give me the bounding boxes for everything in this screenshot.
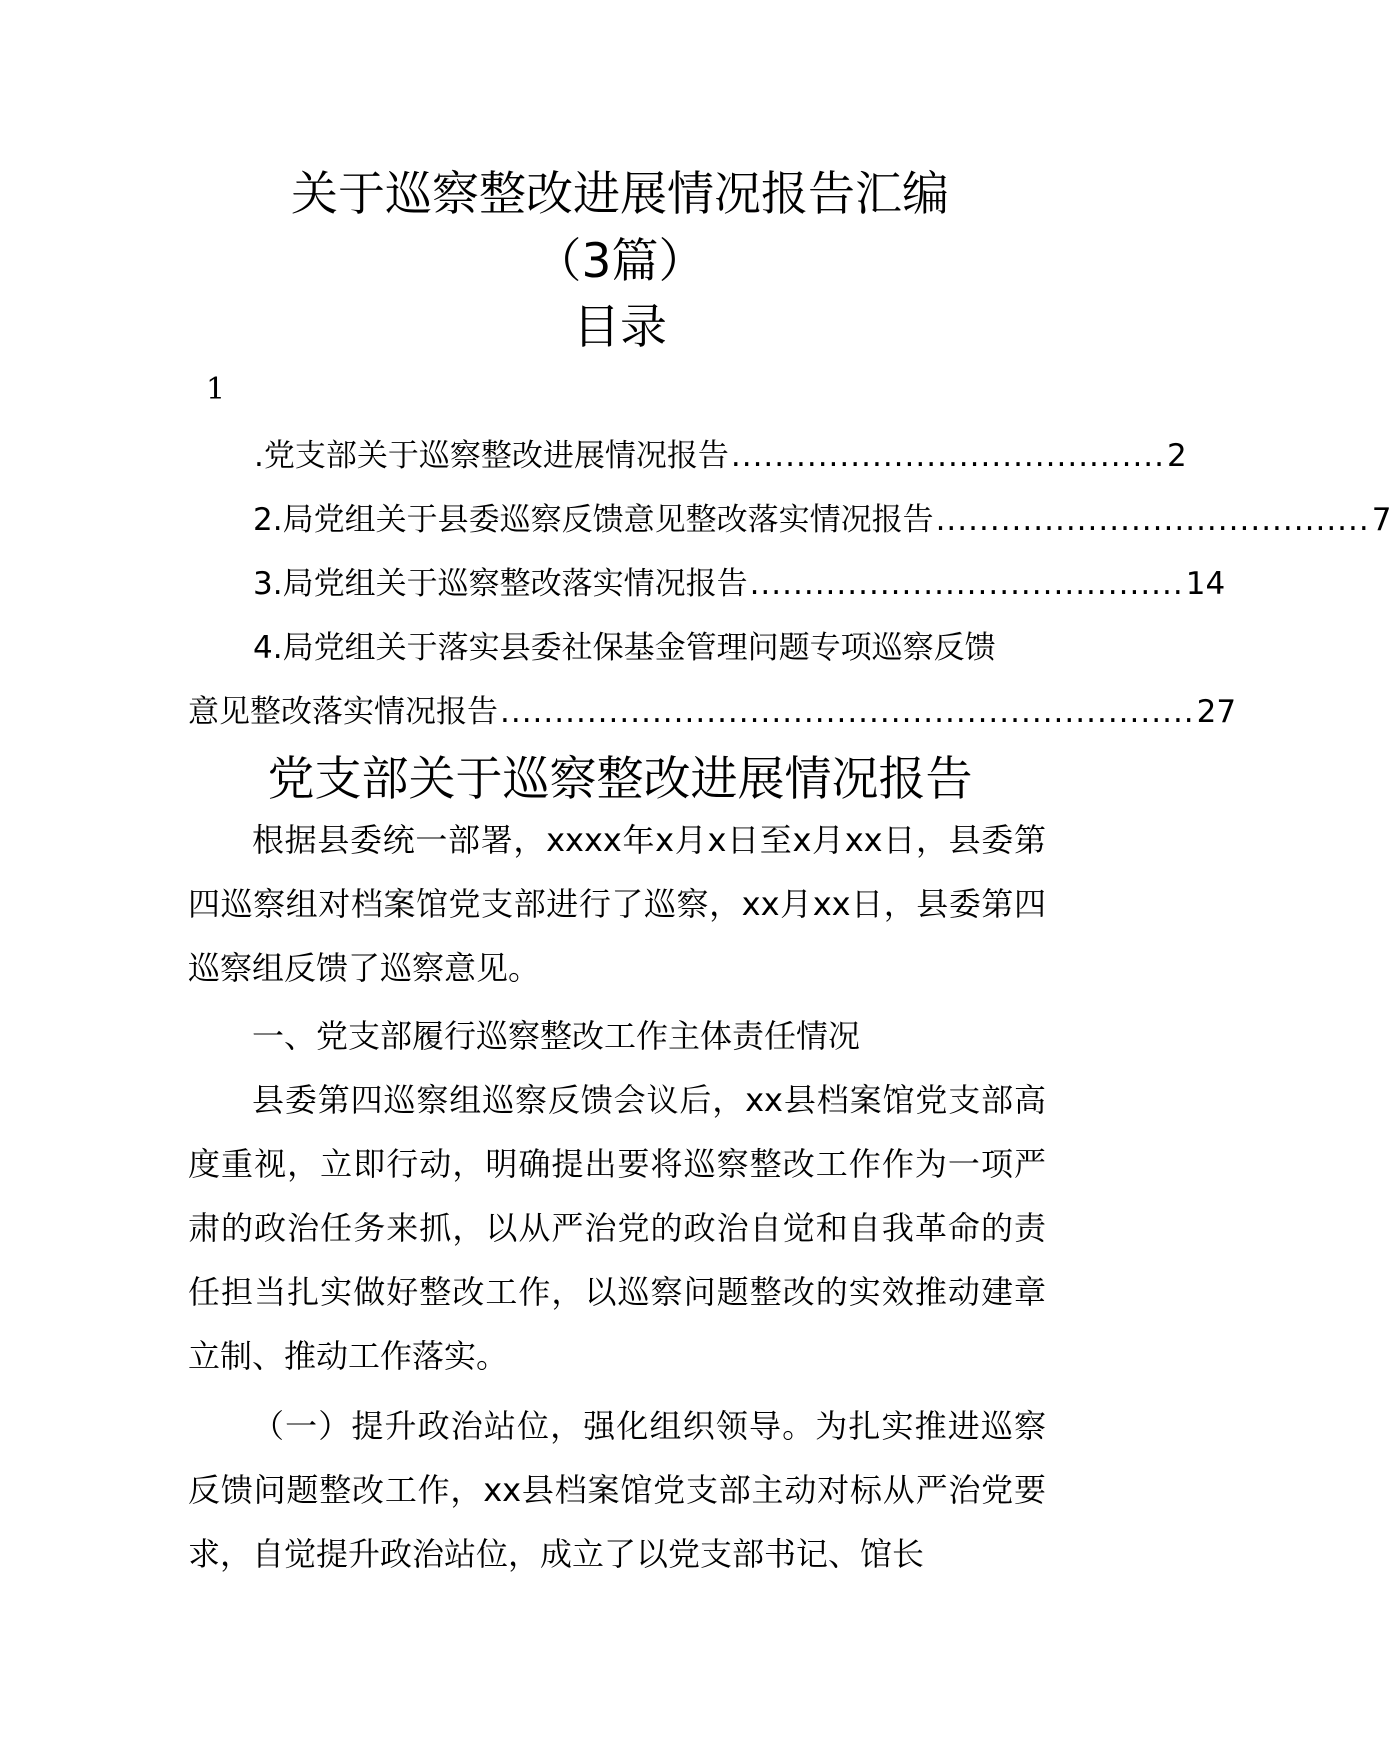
- toc-entry-leader: ........................................: [749, 566, 1184, 602]
- toc-number: 1: [206, 372, 226, 407]
- article-title: 党支部关于巡察整改进展情况报告: [267, 752, 973, 807]
- toc-entry-leader: ........................................: [730, 438, 1166, 474]
- article-count-title: （3篇）: [534, 234, 706, 289]
- toc-entry-text: 2.局党组关于县委巡察反馈意见整改落实情况报告: [253, 502, 934, 538]
- toc-entry-page: 7: [1371, 502, 1391, 538]
- toc-entry-leader: ................................................................: [500, 694, 1195, 730]
- toc-entry-leader: ........................................: [935, 502, 1370, 538]
- toc-entry-1[interactable]: [188, 436, 1187, 476]
- paragraph-1: 根据县委统一部署，xxxx年x月x日至x月xx日，县委第四巡察组对档案馆党支部进行了巡察，xx月xx日，县委第四巡察组反馈了巡察意见。: [188, 821, 1046, 987]
- toc-entry-4-line1[interactable]: 4.局党组关于落实县委社保基金管理问题专项巡察反馈: [253, 630, 996, 666]
- toc-entry-3[interactable]: [253, 564, 1226, 604]
- toc-entry-text: 3.局党组关于巡察整改落实情况报告: [253, 566, 748, 602]
- toc-entry-2[interactable]: [253, 500, 1391, 540]
- toc-entry-text: .党支部关于巡察整改进展情况报告: [254, 438, 729, 474]
- toc-entry-page: 27: [1196, 694, 1237, 730]
- main-title: 关于巡察整改进展情况报告汇编: [291, 167, 949, 222]
- paragraph-2: 县委第四巡察组巡察反馈会议后，xx县档案馆党支部高度重视，立即行动，明确提出要将巡察整改工作作为一项严肃的政治任务来抓，以从严治党的政治自觉和自我革命的责任担当扎实做好整改工作，以巡察问题整改的实效推动建章立制、推动工作落实。: [188, 1081, 1046, 1375]
- toc-entry-text: 意见整改落实情况报告: [188, 694, 498, 730]
- toc-heading: 目录: [573, 300, 667, 355]
- toc-entry-page: 14: [1185, 566, 1226, 602]
- toc-entry-4[interactable]: [188, 692, 1237, 732]
- paragraph-3: （一）提升政治站位，强化组织领导。为扎实推进巡察反馈问题整改工作，xx县档案馆党支部主动对标从严治党要求，自觉提升政治站位，成立了以党支部书记、馆长: [188, 1407, 1046, 1573]
- paragraph-section-heading: 一、党支部履行巡察整改工作主体责任情况: [252, 1017, 861, 1055]
- toc-entry-page: 2: [1167, 438, 1187, 474]
